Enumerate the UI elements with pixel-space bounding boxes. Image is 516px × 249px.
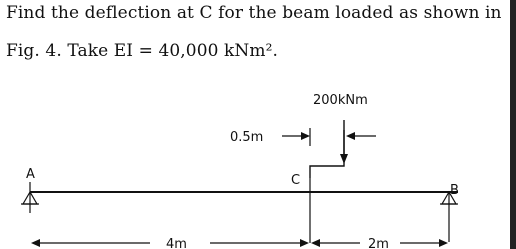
problem-text-line-1: Find the deflection at C for the beam loaded as shown in (6, 3, 502, 23)
point-b-label: B (450, 183, 459, 198)
support-b-icon (440, 192, 458, 242)
point-a-label: A (26, 167, 35, 182)
problem-text-line-2: Fig. 4. Take EI = 40,000 kNm². (6, 41, 279, 61)
span-left-label: 4m (166, 237, 187, 249)
span-right-label: 2m (368, 237, 389, 249)
page-edge (510, 0, 516, 249)
support-a-icon (21, 182, 39, 213)
moment-bracket (310, 130, 344, 178)
moment-label: 200kNm (313, 93, 368, 108)
point-c-label: C (291, 173, 301, 188)
moment-arrow-icon (340, 120, 348, 164)
offset-dimension (282, 128, 376, 146)
offset-label: 0.5m (230, 130, 264, 145)
